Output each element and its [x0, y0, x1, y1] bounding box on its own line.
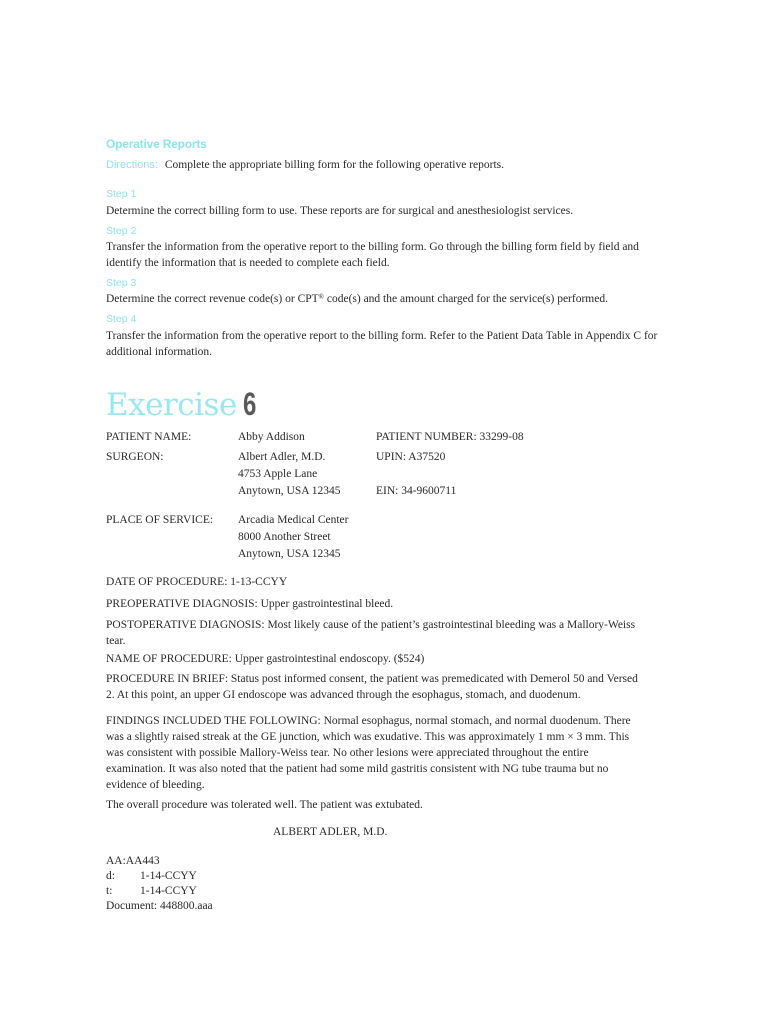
preoperative-diagnosis: PREOPERATIVE DIAGNOSIS: Upper gastrointestinal bleed. [106, 598, 394, 610]
dictated-line [106, 868, 197, 884]
directions [106, 159, 666, 171]
section-title: Operative Reports [106, 137, 207, 151]
step-4-text: Transfer the information from the operative report to the billing form. Refer to the Patient Data Table in Appendix C for additional information. [106, 330, 658, 358]
date-of-procedure: DATE OF PROCEDURE: 1-13-CCYY [106, 576, 288, 588]
surgeon-label: SURGEON: [106, 451, 164, 463]
signature: ALBERT ADLER, M.D. [273, 826, 388, 838]
step-2-label: Step 2 [106, 225, 137, 237]
procedure-in-brief: PROCEDURE IN BRIEF: Status post informed consent, the patient was premedicated with Demerol 50 and Versed 2. At this point, an upper GI endoscope was advanced through the esophagus, stomach, and duodenum. [106, 673, 638, 701]
step-1-text: Determine the correct billing form to use. These reports are for surgical and anesthesiologist services. [106, 205, 574, 217]
surgeon-name: Albert Adler, M.D. [238, 451, 326, 463]
ein: EIN: 34-9600711 [376, 485, 457, 497]
dictated-date: 1-14-CCYY [140, 870, 197, 882]
patient-number: PATIENT NUMBER: 33299-08 [376, 431, 524, 443]
exercise-word: Exercise [106, 387, 237, 423]
initials: AA:AA443 [106, 855, 160, 867]
place-name: Arcadia Medical Center [238, 514, 349, 526]
exercise-heading [106, 384, 260, 425]
findings: FINDINGS INCLUDED THE FOLLOWING: Normal esophagus, normal stomach, and normal duodenum. There was a slightly raised streak at the GE junction, which was exudative. This was approximately 1 mm × 3 mm. This was consistent with possible Mallory-Weiss tear. No other lesions were appreciated throughout the entire examination. It was also noted that the patient had some mild gastritis consistent with NG tube trauma but no evidence of bleeding. [106, 715, 631, 791]
registered-mark: ® [318, 293, 324, 301]
place-street: 8000 Another Street [238, 531, 331, 543]
exercise-number: 6 [242, 386, 256, 422]
surgeon-city: Anytown, USA 12345 [238, 485, 341, 497]
step-3-label: Step 3 [106, 277, 137, 289]
surgeon-street: 4753 Apple Lane [238, 468, 318, 480]
place-of-service-label: PLACE OF SERVICE: [106, 514, 214, 526]
place-city: Anytown, USA 12345 [238, 548, 341, 560]
name-of-procedure: NAME OF PROCEDURE: Upper gastrointestinal endoscopy. ($524) [106, 653, 425, 665]
overall-statement: The overall procedure was tolerated well. The patient was extubated. [106, 799, 423, 811]
patient-name-label: PATIENT NAME: [106, 431, 192, 443]
step-3-text-after: code(s) and the amount charged for the service(s) performed. [323, 293, 608, 305]
transcribed-date: 1-14-CCYY [140, 885, 197, 897]
document-id: Document: 448800.aaa [106, 900, 213, 912]
directions-text: Complete the appropriate billing form for the following operative reports. [164, 159, 504, 171]
step-3-text [106, 291, 666, 307]
step-4-label: Step 4 [106, 313, 137, 325]
transcribed-label: t: [106, 885, 113, 897]
step-3-text-before: Determine the correct revenue code(s) or CPT [106, 293, 319, 305]
step-2-text: Transfer the information from the operative report to the billing form. Go through the billing form field by field and identify the information that is needed to complete each field. [106, 241, 639, 269]
step-1-label: Step 1 [106, 188, 137, 200]
dictated-label: d: [106, 870, 115, 882]
directions-label: Directions: [106, 159, 158, 171]
postoperative-diagnosis: POSTOPERATIVE DIAGNOSIS: Most likely cause of the patient’s gastrointestinal bleeding was a Mallory-Weiss tear. [106, 619, 636, 647]
upin: UPIN: A37520 [376, 451, 446, 463]
patient-name: Abby Addison [238, 431, 305, 443]
transcribed-line [106, 883, 197, 899]
